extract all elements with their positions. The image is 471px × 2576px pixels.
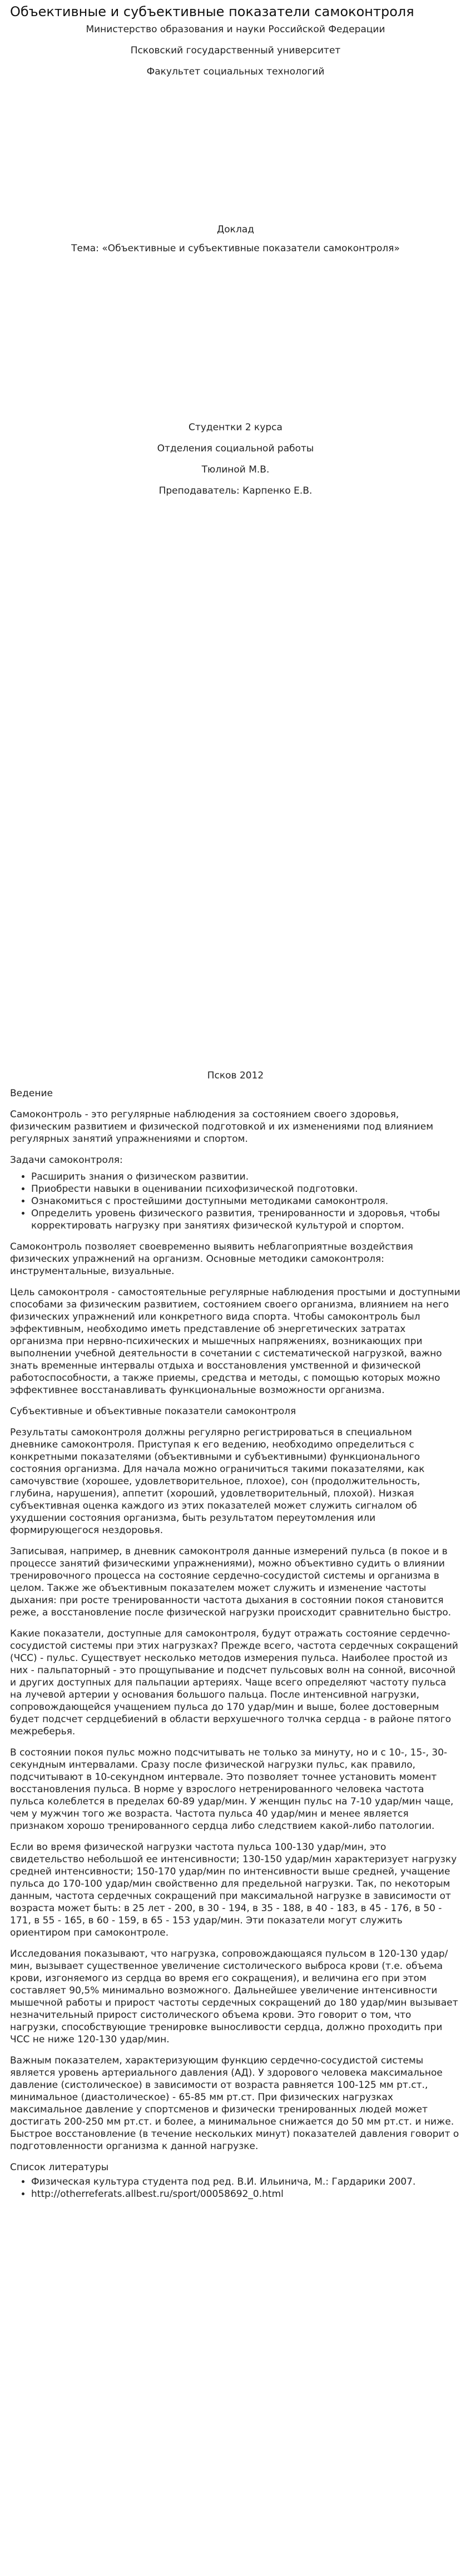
faculty-line: Факультет социальных технологий [146,66,325,77]
report-block [10,223,461,255]
intro-paragraph-1: Самоконтроль - это регулярные наблюдения за состоянием своего здоровья, физическим развитием и физической подготовкой и их изменениями под влиянием регулярных занятий упражнениями и спортом. [10,1109,434,1145]
section-paragraph: В состоянии покоя пульс можно подсчитывать не только за минуту, но и с 10-, 15-, 30- секундным интервалами. Сразу после физической нагрузки пульс, как правило, подсчитывают в 10-секундном интервале. Это позволяет точнее установить момент восстановления пульса. В норме у взрослого нетренированного человека частота пульса колеблется в пределах 60-89 удар/мин. У женщин пульс на 7-10 удар/мин чаще, чем у мужчин того же возраста. Частота пульса 40 удар/мин и менее является признаком хорошо тренированного сердца либо следствием какой-либо патологии. [10,1747,454,1832]
doc-type: Доклад [217,224,254,235]
section-paragraph: Важным показателем, характеризующим функцию сердечно-сосудистой системы является уровень артериального давления (АД). У здорового человека максимальное давление (систолическое) в зависимости от возраста равняется 100-125 мм рт.ст., минимальное (диастолическое) - 65-85 мм рт.ст. При физических нагрузках максимальное давление у спортсменов и физически тренированных людей может достигать 200-250 мм рт.ст. и более, а минимальное снижается до 50 мм рт.ст. и ниже. Быстрое восстановление (в течение нескольких минут) показателей давления говорит о подготовленности организма к данной нагрузке. [10,2055,459,2152]
list-item: • Физическая культура студента под ред. В.И. Ильинича, М.: Гардарики 2007. [31,2176,461,2188]
section-paragraph: Записывая, например, в дневник самоконтроля данные измерений пульса (в покое и в процессе занятий физическими упражнениями), можно объективно судить о влиянии тренировочного процесса на состояние сердечно-сосудистой системы и организма в целом. Также же объективным показателем может служить и изменение частоты дыхания: при росте тренированности частота дыхания в состоянии покоя становится реже, а восстановление после физической нагрузки происходит сравнительно быстро. [10,1546,452,1618]
title-page-header [10,23,461,78]
document-title: Объективные и субъективные показатели самоконтроля [10,4,414,19]
references-list [10,2176,461,2200]
tasks-heading: Задачи самоконтроля: [10,1155,123,1166]
list-item: • Определить уровень физического развития, тренированности и здоровья, чтобы корректировать нагрузку при занятиях физической культурой и спортом. [31,1207,461,1232]
ministry-line: Министерство образования и науки Российской Федерации [86,24,385,35]
intro-paragraph-3: Цель самоконтроля - самостоятельные регулярные наблюдения простыми и доступными способами за физическим развитием, состоянием своего организма, влиянием на него физических упражнений или конкретного вида спорта. Чтобы самоконтроль был эффективным, необходимо иметь представление об энергетических затратах организма при нервно-психических и мышечных напряжениях, возникающих при выполнении учебной деятельности в сочетании с систематической нагрузкой, важно знать временные интервалы отдыха и восстановления умственной и физической работоспособности, а также приемы, средства и методы, с помощью которых можно эффективнее восстанавливать функциональные возможности организма. [10,1287,460,1396]
section-heading: Субъективные и объективные показатели самоконтроля [10,1406,296,1417]
intro-heading: Ведение [10,1088,53,1099]
list-item: • Ознакомиться с простейшими доступными методиками самоконтроля. [31,1195,461,1207]
student-line-2: Отделения социальной работы [157,443,314,454]
teacher-line: Преподаватель: Карпенко Е.В. [158,485,313,496]
document-body [10,1087,461,2209]
intro-paragraph-2: Самоконтроль позволяет своевременно выявить неблагоприятные воздействия физических упражнений на организм. Основные методики самоконтроля: инструментальные, визуальные. [10,1241,413,1277]
authors-block [10,421,461,497]
report-topic: Тема: «Объективные и субъективные показатели самоконтроля» [71,243,400,254]
section-paragraph: Какие показатели, доступные для самоконтроля, будут отражать состояние сердечно-сосудистой системы при этих нагрузках? Прежде всего, частота сердечных сокращений (ЧСС) - пульс. Существует несколько методов измерения пульса. Наиболее простой из них - пальпаторный - это прощупывание и подсчет пульсовых волн на сонной, височной и других доступных для пальпации артериях. Чаще всего определяют частоту пульса на лучевой артерии у основания большого пальца. После интенсивной нагрузки, сопровождающейся учащением пульса до 170 удар/мин и выше, более достоверным будет подсчет сердцебиений в области верхушечного толчка сердца - в районе пятого межреберья. [10,1628,458,1737]
references-heading: Список литературы [10,2162,109,2173]
list-item: • Расширить знания о физическом развитии. [31,1171,461,1183]
student-name: Тюлиной М.В. [201,464,270,475]
list-item: • Приобрести навыки в оценивании психофизической подготовки. [31,1183,461,1195]
city-year: Псков 2012 [207,1070,264,1081]
list-item[interactable]: • http://otherreferats.allbest.ru/sport/00058692_0.html [31,2188,461,2200]
tasks-list [10,1171,461,1232]
university-line: Псковский государственный университет [130,45,341,56]
section-paragraph: Результаты самоконтроля должны регулярно регистрироваться в специальном дневнике самоконтроля. Приступая к его ведению, необходимо определиться с конкретными показателями (объективными и субъективными) функционального состояния организма. Для начала можно ограничиться такими показателями, как самочувствие (хорошее, удовлетворительное, плохое), сон (продолжительность, глубина, нарушения), аппетит (хороший, удовлетворительный, плохой). Низкая субъективная оценка каждого из этих показателей может служить сигналом об ухудшении состояния организма, быть результатом переутомления или формирующегося нездоровья. [10,1427,425,1536]
section-paragraph: Если во время физической нагрузки частота пульса 100-130 удар/мин, это свидетельство небольшой ее интенсивности; 130-150 удар/мин характеризует нагрузку средней интенсивности; 150-170 удар/мин по интенсивности выше средней, учащение пульса до 170-100 удар/мин свойственно для предельной нагрузки. Так, по некоторым данным, частота сердечных сокращений при максимальной нагрузке в зависимости от возраста может быть: в 25 лет - 200, в 30 - 194, в 35 - 188, в 40 - 183, в 45 - 176, в 50 - 171, в 55 - 165, в 60 - 159, в 65 - 153 удар/мин. Эти показатели могут служить ориентиром при самоконтроле. [10,1842,457,1938]
section-paragraph: Исследования показывают, что нагрузка, сопровождающаяся пульсом в 120-130 удар/мин, вызывает существенное увеличение систолического выброса крови (т.е. объема крови, изгоняемого из сердца во время его сокращения), и величина его при этом составляет 90,5% минимально возможного. Дальнейшее увеличение интенсивности мышечной работы и прирост частоты сердечных сокращений до 180 удар/мин вызывает незначительный прирост систолического объема крови. Это говорит о том, что нагрузки, способствующие тренировке выносливости сердца, должно проходить при ЧСС не ниже 120-130 удар/мин. [10,1948,458,2045]
student-line-1: Студентки 2 курса [189,422,282,433]
